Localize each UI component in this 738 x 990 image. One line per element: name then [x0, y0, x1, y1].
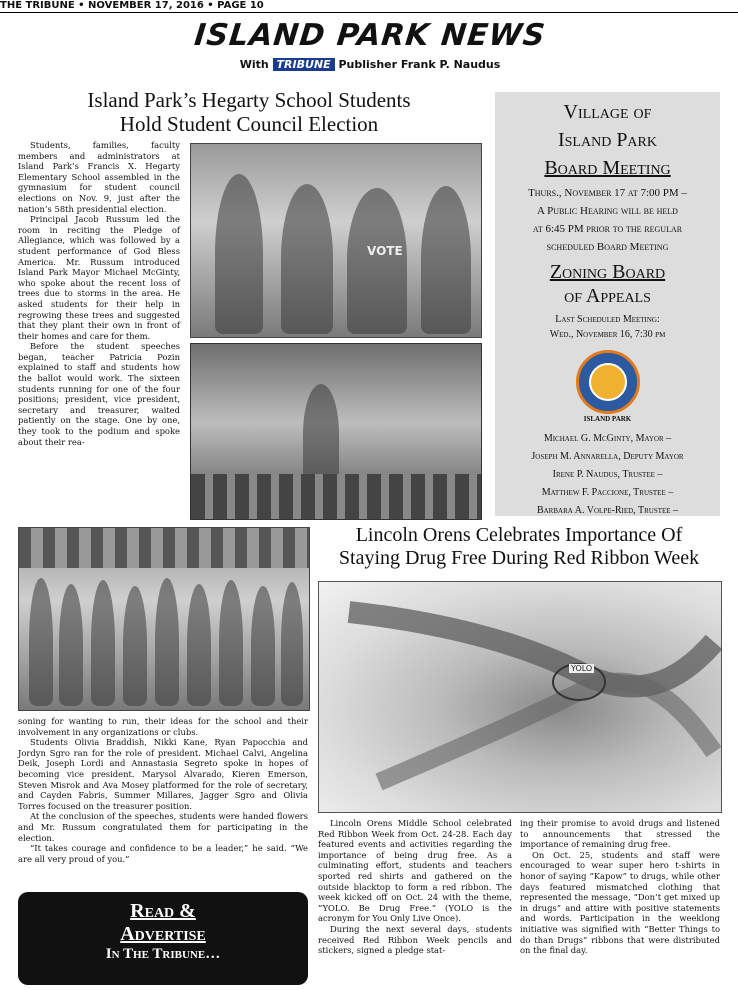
last-meeting-line: Wed., November 16, 7:30 pm [549, 329, 666, 340]
last-meeting [495, 312, 720, 342]
meeting-line: A Public Hearing will be held [537, 205, 678, 217]
article1-continuation [18, 716, 308, 864]
yolo-sign: YOLO [571, 664, 593, 673]
last-meeting-line: Last Scheduled Meeting: [555, 314, 660, 325]
masthead-title: ISLAND PARK NEWS [192, 18, 548, 53]
meeting-line: at 6:45 PM prior to the regular [532, 223, 683, 235]
meeting-line: Thurs., November 17 at 7:00 PM – [528, 187, 687, 199]
article1-paragraph: soning for wanting to run, their ideas for the school and their involvement in any organizations or clubs. [18, 716, 308, 737]
photo-figure [421, 186, 471, 334]
photo-figure [281, 582, 303, 706]
read-advertise-ad[interactable] [18, 892, 308, 985]
article2-headline-line1: Lincoln Orens Celebrates Importance Of [355, 524, 683, 546]
red-ribbon-aerial-photo [318, 581, 722, 813]
official-name: Barbara A. Volpe-Ried, Trustee – [536, 505, 679, 516]
masthead-subtitle [190, 58, 550, 71]
photo-figure [91, 580, 115, 706]
photo-figure [123, 586, 147, 706]
sidebar-title-line2: Island Park [557, 129, 657, 151]
officials-list [495, 430, 720, 520]
seal-label: ISLAND PARK [583, 415, 632, 423]
photo-figure [347, 188, 407, 334]
photo-figure [215, 174, 263, 334]
audience-crowd [191, 474, 481, 519]
vote-shirt-text: VOTE [367, 244, 403, 258]
article2-headline-line2: Staying Drug Free During Red Ribbon Week [338, 547, 700, 569]
assembly-photo [190, 343, 482, 520]
page-header: THE TRIBUNE • NOVEMBER 17, 2016 • PAGE 10 [0, 0, 264, 11]
zoning-title-line2: of Appeals [564, 285, 651, 307]
article1-headline [18, 88, 480, 136]
official-name: Irene P. Naudus, Trustee – [552, 469, 663, 480]
article1-paragraph: “It takes courage and confidence to be a leader,” he said. “We are all very proud of you.” [18, 843, 308, 864]
official-name: Michael G. McGinty, Mayor – [543, 433, 672, 444]
article2-paragraph: Lincoln Orens Middle School celebrated Red Ribbon Week from Oct. 24-28. Each day featured events and activities regarding the importance of being drug free. As a culminating effort, students and teachers sported red shirts and gathered on the outside blacktop to form a red ribbon. The week kicked off on Oct. 24 with the theme, “YOLO. Be Drug Free.” (YOLO is the acronym for You Only Live Once). [318, 818, 512, 924]
masthead-publisher: Publisher Frank P. Naudus [338, 58, 501, 71]
zoning-title-line1: Zoning Board [549, 261, 666, 283]
article1-paragraph: Principal Jacob Russum led the room in reciting the Pledge of Allegiance, which was followed by a student performance of God Bless America. Mr. Russum introduced Island Park Mayor Michael McGinty, who spoke about the recent loss of trees due to storms in the area. He asked students for their help in regrowing these trees and suggested that they plant their own in front of their homes and care for them. [18, 214, 180, 341]
article1-paragraph: Students Olivia Braddish, Nikki Kane, Ryan Papocchia and Jordyn Sgro ran for the role of president. Michael Calvi, Angelina Deik, Joseph Lordi and Annastasia Segreto spoke in hopes of becoming vice president. Marysol Alvarado, Kieren Emerson, Steven Misrok and Ava Mosey platformed for the role of secretary, and Cayden Fabris, Summer Millares, Jagger Sgro and Olivia Torres focused on the treasurer position. [18, 737, 308, 811]
tribune-logo: TRIBUNE [273, 58, 335, 71]
ribbon-loop [349, 612, 714, 686]
photo-figure [219, 580, 243, 706]
article2-headline [318, 524, 720, 570]
photo-figure [155, 578, 179, 706]
masthead-with: With [239, 58, 269, 71]
photo-figure [281, 184, 333, 334]
article2-paragraph: During the next several days, students received Red Ribbon Week pencils and stickers, signed a pledge stat- [318, 923, 512, 956]
zoning-title [495, 260, 720, 308]
bleachers [19, 528, 309, 568]
photo-figure [29, 578, 53, 706]
official-name: Joseph M. Annarella, Deputy Mayor [531, 451, 684, 462]
meeting-line: scheduled Board Meeting [546, 241, 669, 253]
sidebar-title-line3: Board Meeting [544, 157, 671, 179]
ribbon-formation [319, 582, 721, 812]
village-seal-icon [576, 350, 640, 414]
photo-figure [251, 586, 275, 706]
sidebar-title-line1: Village of [563, 101, 652, 123]
ad-line3: In The Tribune… [105, 946, 221, 962]
group-photo [18, 527, 310, 711]
village-sidebar [495, 92, 720, 516]
article2-paragraph: On Oct. 25, students and staff were encouraged to wear super hero t-shirts in honor of saying “Kapow” to drugs, while other days featured mismatched clothing that represented the message, “Don’t get mixed up in drugs” and attire with positive statements and words. Participation in the weeklong initiative was signified with “Better Things to do than Drugs” ribbons that were distributed on the final day. [520, 849, 720, 956]
ribbon-tail [379, 682, 714, 782]
article1-headline-line1: Island Park’s Hegarty School Students [87, 88, 411, 112]
meeting-details [495, 184, 720, 256]
photo-figure [59, 584, 83, 706]
article2-column2 [520, 818, 720, 956]
article1-paragraph: Students, families, faculty members and administrators at Island Park’s Francis X. Hegarty Elementary School assembled in the gymnasium for student council elections on Nov. 9, just after the nation’s 58th presidential election. [18, 140, 180, 214]
article2-column1 [318, 818, 512, 956]
photo-figure [303, 384, 339, 484]
ad-line1: Read & [130, 900, 196, 922]
header-rule [0, 12, 738, 13]
photo-figure [187, 584, 211, 706]
village-seal-wrap [495, 350, 720, 414]
article1-column1 [18, 140, 180, 447]
article2-paragraph: ing their promise to avoid drugs and listened to announcements that stressed the importance of remaining drug free. [520, 818, 720, 850]
official-name: Matthew F. Paccione, Trustee – [541, 487, 674, 498]
article1-paragraph: Before the student speeches began, teacher Patricia Pozin explained to staff and students how the ballot would work. The sixteen students running for one of the four positions; president, vice president, secretary and treasurer, waited patiently on the stage. One by one, they took to the podium and spoke about their rea- [18, 341, 180, 447]
article1-headline-line2: Hold Student Council Election [119, 112, 379, 137]
candidates-photo [190, 143, 482, 338]
seal-center [589, 363, 627, 401]
ad-line2: Advertise [120, 923, 206, 945]
sidebar-title [495, 98, 720, 182]
article1-paragraph: At the conclusion of the speeches, students were handed flowers and Mr. Russum congratulated them for participating in the election. [18, 811, 308, 843]
